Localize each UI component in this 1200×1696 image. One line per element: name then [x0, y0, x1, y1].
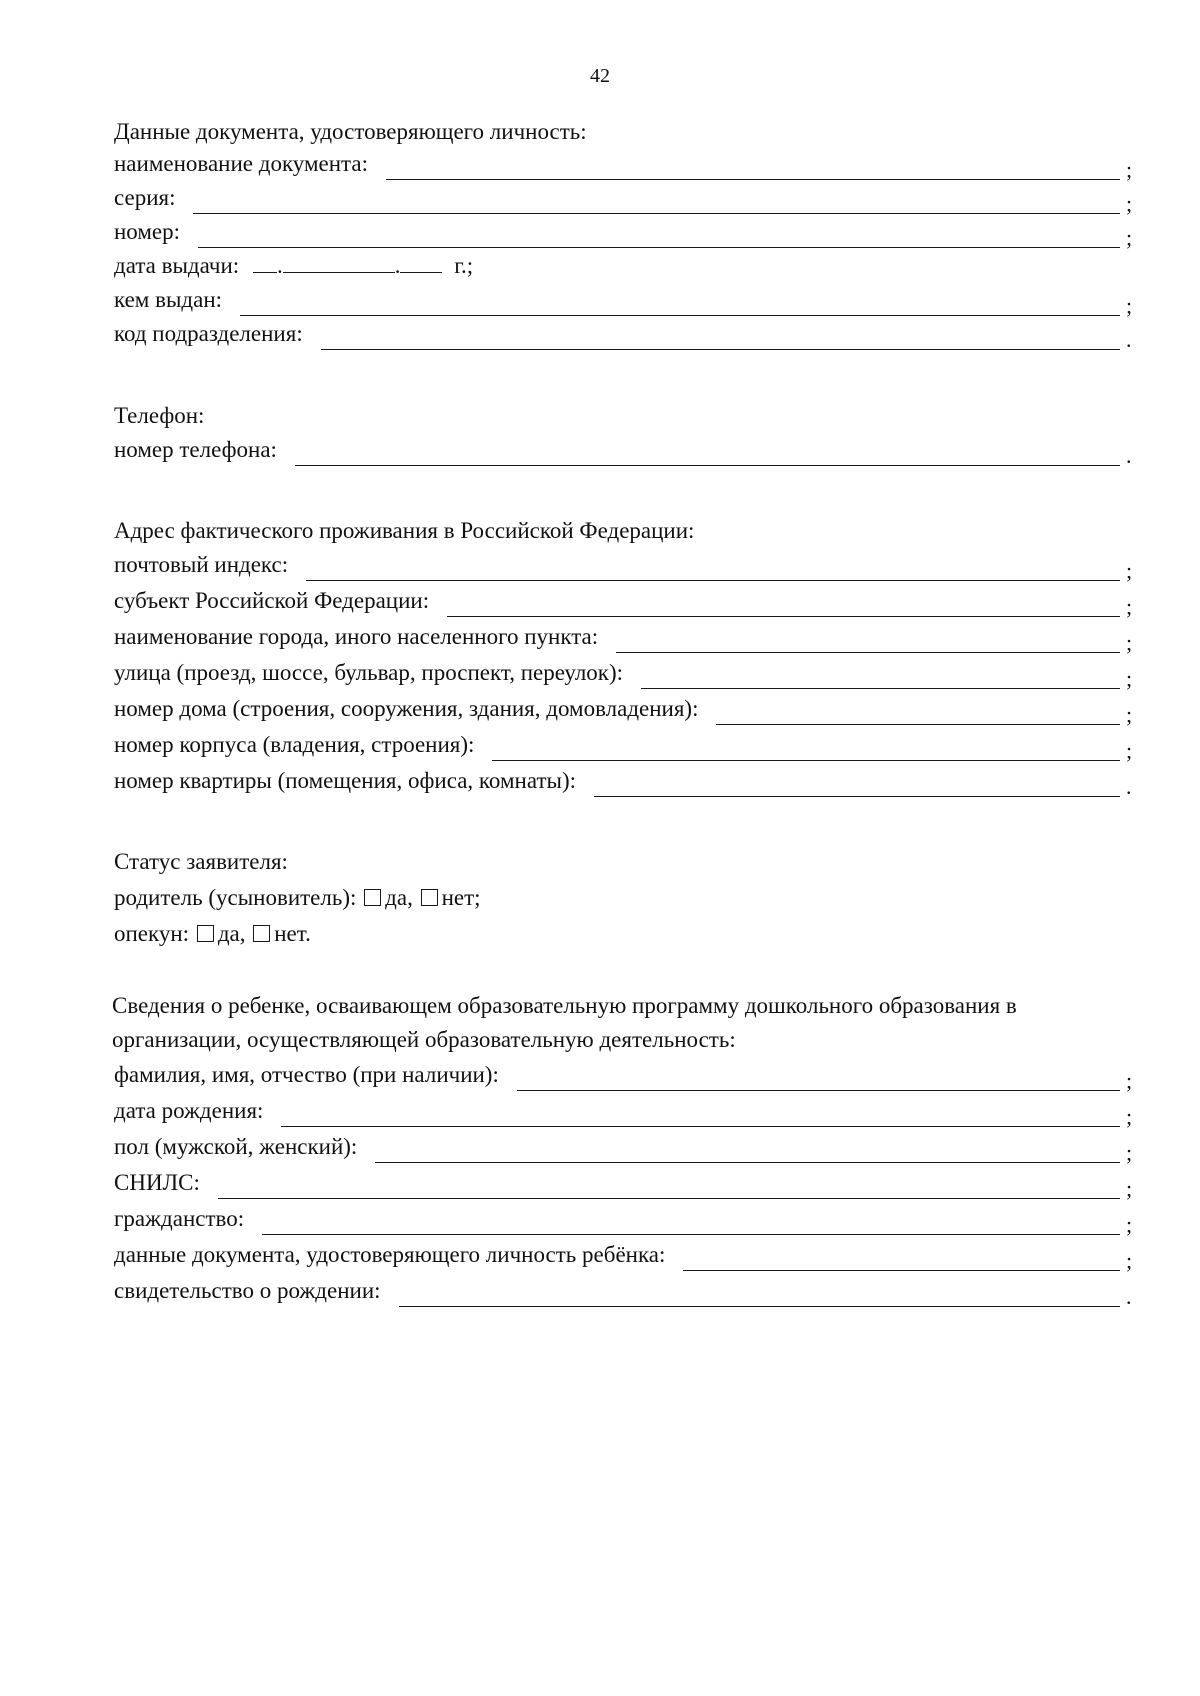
parent-yes-label: да, [385, 885, 413, 910]
issue-month-input[interactable] [283, 250, 395, 273]
house-field [114, 693, 1144, 725]
phone-number-field [114, 434, 1144, 466]
child-citizenship-field [114, 1203, 1144, 1235]
guardian-no-label: нет. [274, 921, 311, 946]
issue-date-suffix: г.; [454, 253, 474, 278]
series-punct: ; [1126, 191, 1133, 216]
building-label: номер корпуса (владения, строения): [114, 732, 475, 757]
child-birth-date-field [114, 1095, 1144, 1127]
issue-day-input[interactable] [253, 250, 277, 273]
child-fio-field [114, 1059, 1144, 1091]
doc-name-input[interactable] [386, 154, 1120, 180]
parent-label: родитель (усыновитель): [114, 885, 357, 910]
doc-name-punct: ; [1126, 157, 1133, 182]
address-heading: Адрес фактического проживания в Российской Федерации: [114, 518, 695, 543]
child-id-doc-label: данные документа, удостоверяющего личность ребёнка: [114, 1242, 666, 1267]
child-snils-input[interactable] [218, 1173, 1120, 1199]
page-number: 42 [590, 65, 610, 87]
child-snils-label: СНИЛС: [114, 1170, 200, 1195]
identity-document-heading: Данные документа, удостоверяющего личность: [114, 119, 587, 144]
city-label: наименование города, иного населенного пункта: [114, 624, 599, 649]
region-field [114, 585, 1144, 617]
child-sex-field [114, 1131, 1144, 1163]
region-punct: ; [1126, 594, 1133, 619]
parent-yes-checkbox[interactable] [364, 889, 381, 906]
child-birth-cert-punct: . [1126, 1284, 1132, 1309]
child-citizenship-punct: ; [1126, 1212, 1133, 1237]
child-fio-punct: ; [1126, 1068, 1133, 1093]
apartment-input[interactable] [594, 771, 1120, 797]
postal-code-label: почтовый индекс: [114, 552, 289, 577]
issued-by-label: кем выдан: [114, 287, 223, 312]
series-label: серия: [114, 185, 176, 210]
phone-heading: Телефон: [114, 403, 205, 428]
street-field [114, 657, 1144, 689]
division-code-field [114, 318, 1144, 350]
issue-date-label: дата выдачи: [114, 253, 240, 278]
guardian-yes-checkbox[interactable] [197, 925, 214, 942]
division-code-label: код подразделения: [114, 321, 303, 346]
child-id-doc-punct: ; [1126, 1248, 1133, 1273]
doc-name-field [114, 148, 1144, 180]
phone-number-label: номер телефона: [114, 437, 277, 462]
parent-no-checkbox[interactable] [421, 889, 438, 906]
child-heading-line1: Сведения о ребенке, осваивающем образовательную программу дошкольного образования в [112, 993, 1017, 1018]
building-punct: ; [1126, 738, 1133, 763]
child-citizenship-input[interactable] [262, 1209, 1120, 1235]
child-heading [112, 989, 1112, 1057]
postal-code-input[interactable] [306, 555, 1120, 581]
number-input[interactable] [198, 222, 1120, 248]
issued-by-punct: ; [1126, 293, 1133, 318]
phone-number-punct: . [1126, 443, 1132, 468]
child-heading-line2: организации, осуществляющей образовательную деятельность: [112, 1027, 736, 1052]
apartment-label: номер квартиры (помещения, офиса, комнаты): [114, 768, 576, 793]
apartment-punct: . [1126, 774, 1132, 799]
region-label: субъект Российской Федерации: [114, 588, 430, 613]
child-fio-input[interactable] [517, 1065, 1120, 1091]
series-input[interactable] [193, 188, 1120, 214]
child-citizenship-label: гражданство: [114, 1206, 245, 1231]
parent-no-label: нет; [441, 885, 481, 910]
child-snils-punct: ; [1126, 1176, 1133, 1201]
house-input[interactable] [716, 699, 1120, 725]
series-field [114, 182, 1144, 214]
issued-by-field [114, 284, 1144, 316]
house-punct: ; [1126, 702, 1133, 727]
guardian-label: опекун: [114, 921, 190, 946]
issued-by-input[interactable] [240, 290, 1120, 316]
city-field [114, 621, 1144, 653]
child-birth-cert-input[interactable] [399, 1281, 1120, 1307]
building-input[interactable] [492, 735, 1120, 761]
postal-code-field [114, 549, 1144, 581]
parent-status-row [114, 882, 1144, 914]
division-code-input[interactable] [321, 324, 1120, 350]
region-input[interactable] [447, 591, 1120, 617]
street-label: улица (проезд, шоссе, бульвар, проспект, переулок): [114, 660, 624, 685]
city-punct: ; [1126, 630, 1133, 655]
issue-date-dot: . [276, 253, 283, 278]
status-heading: Статус заявителя: [114, 849, 288, 874]
child-snils-field [114, 1167, 1144, 1199]
child-fio-label: фамилия, имя, отчество (при наличии): [114, 1062, 499, 1087]
number-label: номер: [114, 219, 181, 244]
child-sex-label: пол (мужской, женский): [114, 1134, 358, 1159]
issue-date-dot: . [394, 253, 401, 278]
child-birth-date-input[interactable] [281, 1101, 1120, 1127]
number-field [114, 216, 1144, 248]
division-code-punct: . [1126, 327, 1132, 352]
child-birth-date-label: дата рождения: [114, 1098, 264, 1123]
child-birth-date-punct: ; [1126, 1104, 1133, 1129]
issue-date-field [114, 250, 1144, 282]
city-input[interactable] [616, 627, 1120, 653]
child-birth-cert-field [114, 1275, 1144, 1307]
guardian-no-checkbox[interactable] [253, 925, 270, 942]
phone-number-input[interactable] [295, 440, 1120, 466]
child-id-doc-input[interactable] [683, 1245, 1120, 1271]
guardian-yes-label: да, [217, 921, 246, 946]
child-birth-cert-label: свидетельство о рождении: [114, 1278, 381, 1303]
doc-name-label: наименование документа: [114, 151, 368, 176]
child-id-doc-field [114, 1239, 1144, 1271]
apartment-field [114, 765, 1144, 797]
issue-year-input[interactable] [400, 250, 442, 273]
number-punct: ; [1126, 225, 1133, 250]
street-punct: ; [1126, 666, 1133, 691]
child-sex-input[interactable] [375, 1137, 1120, 1163]
house-label: номер дома (строения, сооружения, здания, домовладения): [114, 696, 699, 721]
building-field [114, 729, 1144, 761]
street-input[interactable] [641, 663, 1120, 689]
child-sex-punct: ; [1126, 1140, 1133, 1165]
postal-code-punct: ; [1126, 558, 1133, 583]
guardian-status-row [114, 918, 1144, 950]
